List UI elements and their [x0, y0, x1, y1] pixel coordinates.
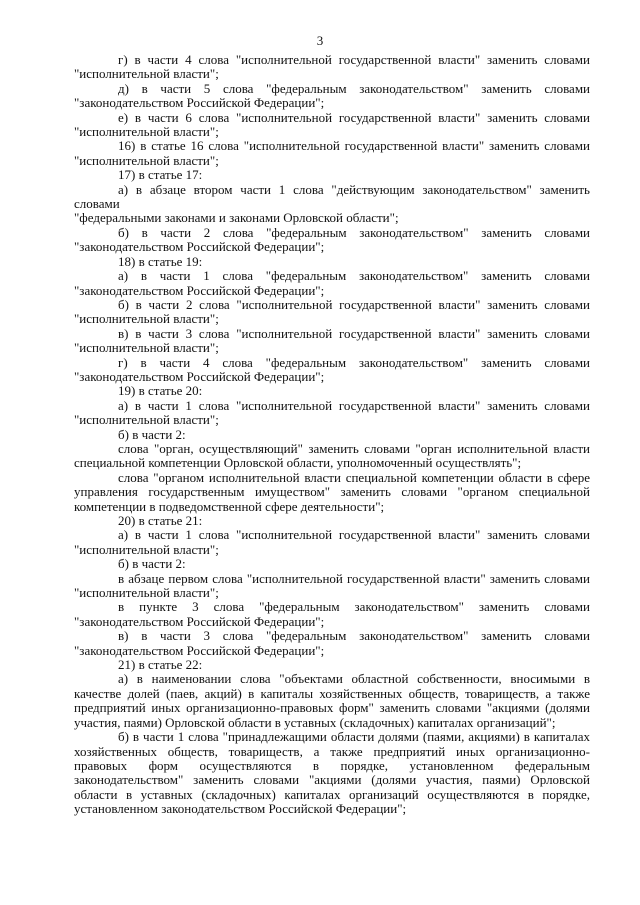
document-paragraph: "законодательством Российской Федерации";	[74, 642, 325, 658]
document-paragraph: "исполнительной власти";	[74, 412, 219, 428]
document-paragraph: "исполнительной власти";	[74, 541, 219, 557]
document-paragraph: б) в части 2 слова "федеральным законодательством" заменить словами	[118, 224, 590, 240]
document-body	[74, 53, 590, 817]
document-paragraph: а) в части 1 слова "федеральным законодательством" заменить словами	[118, 268, 590, 284]
document-paragraph: "исполнительной власти";	[74, 585, 219, 601]
document-paragraph: а) в части 1 слова "исполнительной государственной власти" заменить словами	[118, 527, 590, 543]
document-paragraph: б) в части 2 слова "исполнительной государственной власти" заменить словами	[118, 296, 590, 312]
document-paragraph: "законодательством Российской Федерации";	[74, 282, 325, 298]
document-paragraph: слова "органом исполнительной власти специальной компетенции области в сфере управления государственным имуществом" заменить словами "органом специальной компетенции в подведомственной сфере деятельности";	[74, 469, 590, 514]
document-paragraph: е) в части 6 слова "исполнительной государственной власти" заменить словами	[118, 109, 590, 125]
document-paragraph: "законодательством Российской Федерации";	[74, 239, 325, 255]
document-paragraph: 18) в статье 19:	[118, 253, 203, 269]
document-paragraph: "исполнительной власти";	[74, 124, 219, 140]
document-paragraph: а) в части 1 слова "исполнительной государственной власти" заменить словами	[118, 397, 590, 413]
document-paragraph: "исполнительной власти";	[74, 152, 219, 168]
document-paragraph: г) в части 4 слова "исполнительной государственной власти" заменить словами	[118, 52, 590, 67]
document-paragraph: д) в части 5 слова "федеральным законодательством" заменить словами	[118, 80, 590, 96]
document-paragraph: в) в части 3 слова "федеральным законодательством" заменить словами	[118, 628, 590, 644]
document-paragraph: "законодательством Российской Федерации";	[74, 368, 325, 384]
document-paragraph: б) в части 2:	[118, 426, 186, 442]
document-paragraph: а) в наименовании слова "объектами областной собственности, вносимыми в качестве долей (паев, акций) в капиталы хозяйственных обществ, товариществ, а также предприятий иных организационно-правовых форм" заменить словами "акциями (долями участия, паями) Орловской области в уставных (складочных) капиталах организаций";	[74, 671, 590, 730]
document-paragraph: "законодательством Российской Федерации";	[74, 95, 325, 111]
document-paragraph: в) в части 3 слова "исполнительной государственной власти" заменить словами	[118, 325, 590, 341]
page-number: 3	[316, 33, 324, 48]
document-paragraph: а) в абзаце втором части 1 слова "действующим законодательством" заменить словами	[74, 181, 590, 212]
document-paragraph: в абзаце первом слова "исполнительной государственной власти" заменить словами	[118, 570, 590, 586]
document-paragraph: "законодательством Российской Федерации";	[74, 613, 325, 629]
document-paragraph: 17) в статье 17:	[118, 167, 203, 183]
document-paragraph: "исполнительной власти";	[74, 311, 219, 327]
document-paragraph: "исполнительной власти";	[74, 66, 219, 82]
document-paragraph: г) в части 4 слова "федеральным законодательством" заменить словами	[118, 354, 590, 370]
document-paragraph: "исполнительной власти";	[74, 340, 219, 356]
document-paragraph: в пункте 3 слова "федеральным законодательством" заменить словами	[118, 599, 590, 615]
document-paragraph: б) в части 1 слова "принадлежащими области долями (паями, акциями) в капиталах хозяйственных обществ, товариществ, а также предприятий иных организационно-правовых форм осуществляются в порядке, установленном федеральным законодательством" заменить словами "акциями (долями участия, паями) Орловской области в уставных (складочных) капиталах организаций осуществляются в порядке, установленном законодательством Российской Федерации";	[74, 729, 590, 817]
document-paragraph: 21) в статье 22:	[118, 657, 203, 673]
document-paragraph: слова "орган, осуществляющий" заменить словами "орган исполнительной власти специальной компетенции Орловской области, уполномоченный осуществлять";	[74, 440, 590, 471]
document-paragraph: 20) в статье 21:	[118, 513, 203, 528]
document-paragraph: "федеральными законами и законами Орловской области";	[74, 210, 399, 226]
document-paragraph: 19) в статье 20:	[118, 383, 203, 399]
document-paragraph: 16) в статье 16 слова "исполнительной государственной власти" заменить словами	[118, 138, 590, 154]
document-paragraph: б) в части 2:	[118, 556, 186, 572]
